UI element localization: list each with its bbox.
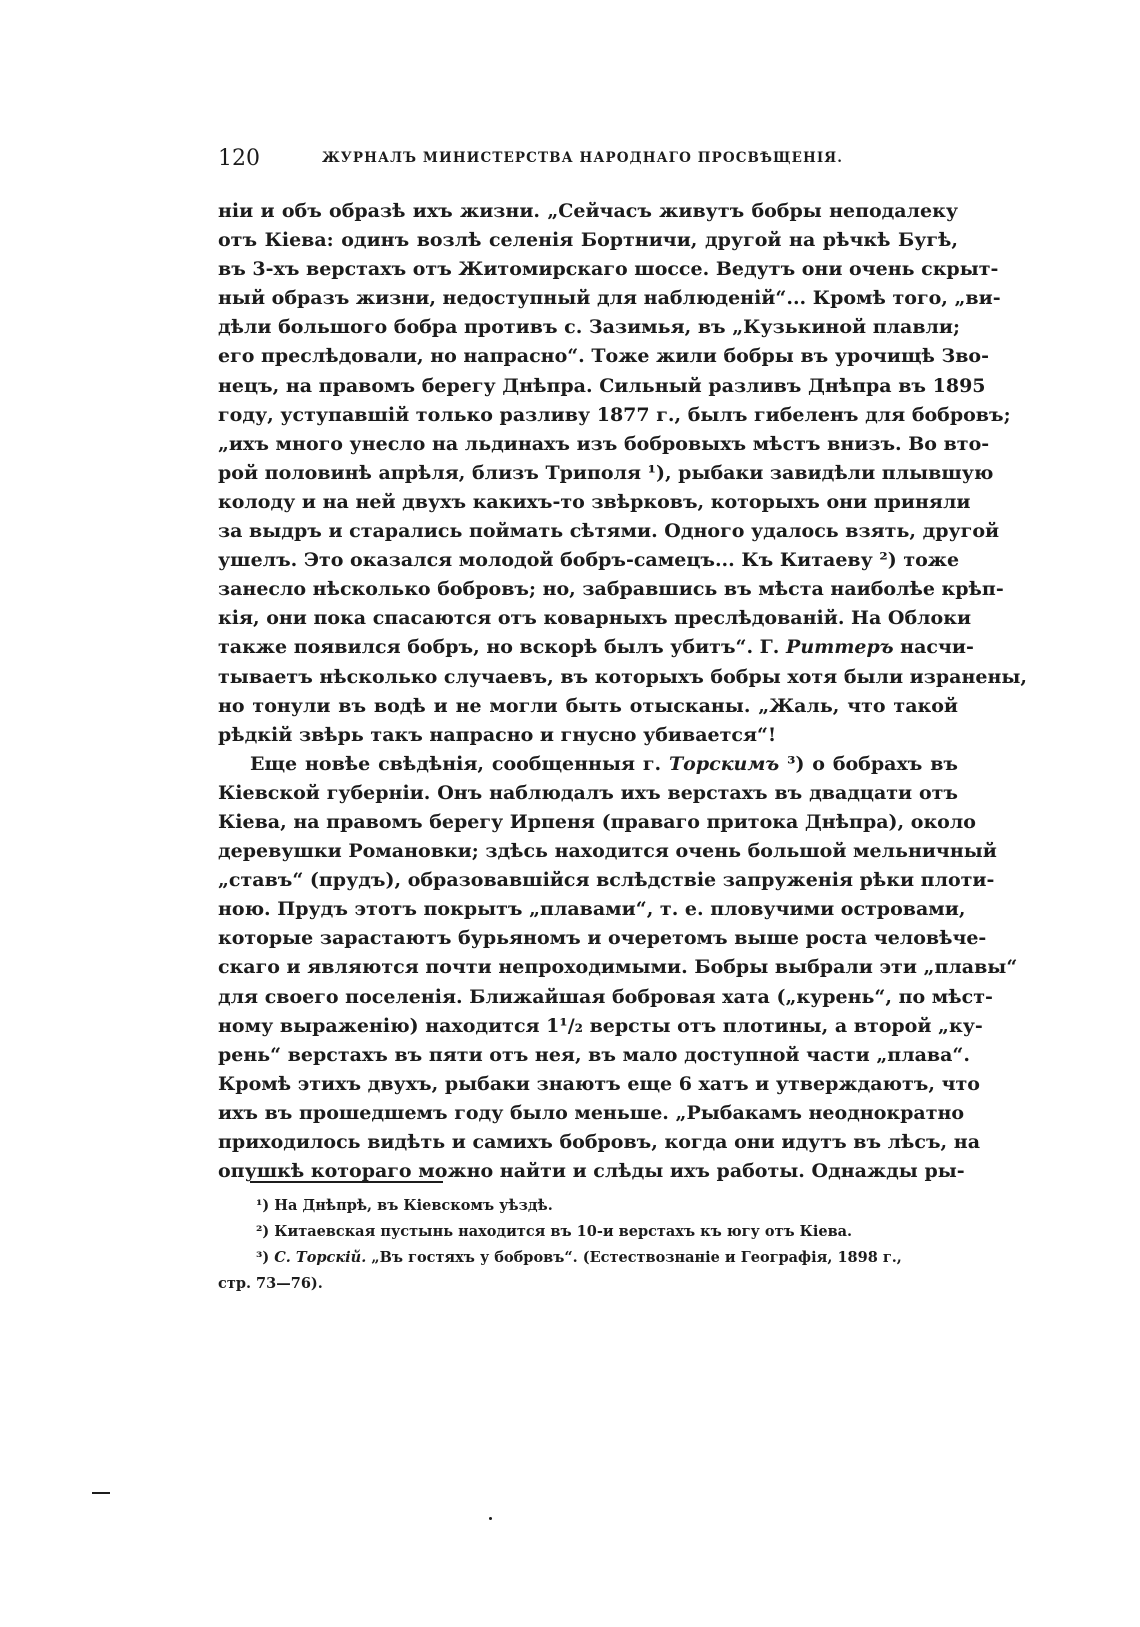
footnotes	[218, 1193, 958, 1297]
text-line: рень“ верстахъ въ пяти отъ нея, въ мало доступной части „плава“.	[218, 1043, 970, 1066]
margin-mark	[92, 1492, 110, 1494]
text-line: скаго и являются почти непроходимыми. Бобры выбрали эти „плавы“	[218, 956, 1018, 979]
text-line: кія, они пока спасаются отъ коварныхъ преслѣдованій. На Облоки	[218, 607, 972, 630]
text-line: колоду и на ней двухъ какихъ-то звѣрковъ, которыхъ они приняли	[218, 490, 971, 513]
footnote-2: ²) Китаевская пустынь находится въ 10-и верстахъ къ югу отъ Кіева.	[256, 1223, 853, 1240]
text-line: занесло нѣсколько бобровъ; но, забравшись въ мѣста наиболѣе крѣп-	[218, 578, 1004, 601]
text-line: отъ Кіева: одинъ возлѣ селенія Бортничи, другой на рѣчкѣ Бугѣ,	[218, 229, 958, 252]
text-line: которые зарастаютъ бурьяномъ и очеретомъ выше роста человѣче-	[218, 927, 987, 950]
text-line: рѣдкій звѣрь такъ напрасно и гнусно убивается“!	[218, 723, 777, 746]
text-line: „ставъ“ (прудъ), образовавшійся вслѣдствіе запруженія рѣки плоти-	[218, 869, 995, 892]
text-line: за выдръ и старались поймать сѣтями. Одного удалось взять, другой	[218, 520, 1000, 543]
text-line: ушелъ. Это оказался молодой бобръ-самецъ... Къ Китаеву ²) тоже	[218, 549, 960, 572]
text-line: ною. Прудъ этотъ покрытъ „плавами“, т. е. пловучими островами,	[218, 898, 966, 921]
footnote-3-continuation: стр. 73—76).	[218, 1275, 323, 1292]
text-line: его преслѣдовали, но напрасно“. Тоже жили бобры въ урочищѣ Зво-	[218, 345, 989, 368]
text-line: нiи и объ образѣ ихъ жизни. „Сейчасъ живутъ бобры неподалеку	[218, 200, 958, 222]
text-line: въ 3-хъ верстахъ отъ Житомирскаго шоссе. Ведутъ они очень скрыт-	[218, 258, 999, 281]
footnote-rule	[250, 1181, 443, 1183]
text-line: году, уступавшій только разливу 1877 г., былъ гибеленъ для бобровъ;	[218, 403, 1011, 426]
body-text	[218, 197, 1028, 1186]
text-line: ихъ въ прошедшемъ году было меньше. „Рыбакамъ неоднократно	[218, 1101, 965, 1124]
page-number: 120	[218, 146, 260, 171]
text-line: тываетъ нѣсколько случаевъ, въ которыхъ бобры хотя были изранены,	[218, 665, 1028, 688]
text-line: ному выраженію) находится 1¹/₂ версты отъ плотины, а второй „ку-	[218, 1014, 983, 1037]
page-header	[218, 146, 958, 176]
text-line: Кіевской губерніи. Онъ наблюдалъ ихъ верстахъ въ двадцати отъ	[218, 781, 958, 804]
text-line: Кіева, на правомъ берегу Ирпеня (праваго притока Днѣпра), около	[218, 810, 976, 833]
text-line: Кромѣ этихъ двухъ, рыбаки знаютъ еще 6 хатъ и утверждаютъ, что	[218, 1072, 980, 1095]
footnote-3: ³) С. Торскій. „Въ гостяхъ у бобровъ“. (Естествознаніе и Географія, 1898 г.,	[256, 1249, 902, 1266]
text-line: для своего поселенія. Ближайшая бобровая хата („курень“, по мѣст-	[218, 985, 993, 1008]
text-line: приходилось видѣть и самихъ бобровъ, когда они идутъ въ лѣсъ, на	[218, 1131, 981, 1153]
print-speck	[489, 1517, 492, 1520]
text-line: деревушки Романовки; здѣсь находится очень большой мельничный	[218, 840, 997, 863]
text-line: также появился бобръ, но вскорѣ былъ убитъ“. Г. Риттеръ насчи-	[218, 636, 974, 659]
text-line: „ихъ много унесло на льдинахъ изъ бобровыхъ мѣстъ внизъ. Во вто-	[218, 432, 990, 455]
text-line: рой половинѣ апрѣля, близъ Триполя ¹), рыбаки завидѣли плывшую	[218, 461, 994, 484]
paragraph-first-line: Еще новѣе свѣдѣнія, сообщенныя г. Торскимъ ³) о бобрахъ въ	[250, 752, 959, 775]
text-line: нецъ, на правомъ берегу Днѣпра. Сильный разливъ Днѣпра въ 1895	[218, 374, 986, 397]
text-line: но тонули въ водѣ и не могли быть отысканы. „Жаль, что такой	[218, 694, 958, 717]
text-line: дѣли большого бобра противъ с. Зазимья, въ „Кузькиной плавли;	[218, 316, 961, 339]
text-line: опушкѣ котораго можно найти и слѣды ихъ работы. Однажды ры-	[218, 1160, 965, 1183]
text-line: ный образъ жизни, недоступный для наблюденій“... Кромѣ того, „ви-	[218, 287, 1001, 310]
footnote-1: ¹) На Днѣпрѣ, въ Кіевскомъ уѣздѣ.	[256, 1197, 553, 1214]
running-head: ЖУРНАЛЪ МИНИСТЕРСТВА НАРОДНАГО ПРОСВѢЩЕНІЯ.	[322, 150, 844, 166]
